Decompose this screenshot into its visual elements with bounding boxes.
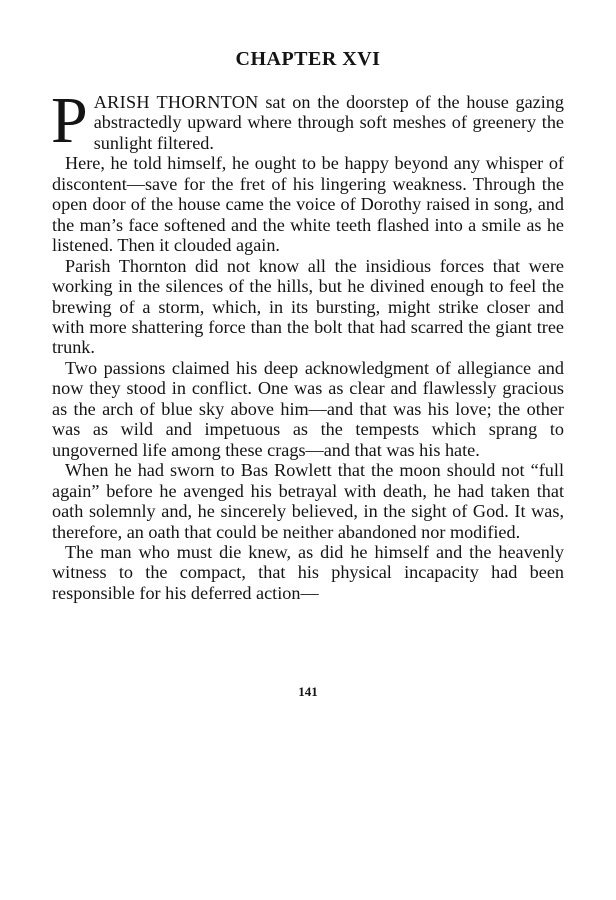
opening-words: ARISH THORNTON: [93, 92, 259, 112]
paragraph-6: The man who must die knew, as did he himself and the heavenly witness to the compact, that his physical incapacity had been responsible for his deferred action—: [52, 541, 564, 603]
chapter-body: [51, 84, 564, 603]
paragraph-1: [51, 84, 564, 157]
paragraph-2: Here, he told himself, he ought to be happy beyond any whisper of discontent—save for the fret of his lingering weakness. Through the open door of the house came the voice of Dorothy raised in song, and the man’s face softened and the white teeth flashed into a smile as he listened. Then it clouded again.: [52, 153, 564, 256]
chapter-heading: CHAPTER XVI: [235, 48, 381, 70]
paragraph-4: Two passions claimed his deep acknowledgment of allegiance and now they stood in conflict. One was as clear and flawlessly gracious as the arch of blue sky above him—and that was his love; the other was as wild and impetuous as the tempests which sprang to ungoverned life among these crags—and that was his hate.: [52, 357, 564, 460]
paragraph-5: When he had sworn to Bas Rowlett that the moon should not “full again” before he avenged his betrayal with death, he had taken that oath solemnly and, he sincerely believed, in the sight of God. It was, therefore, an oath that could be neither abandoned nor modified.: [52, 460, 564, 542]
paragraph-3: Parish Thornton did not know all the insidious forces that were working in the silences of the hills, but he divined enough to feel the brewing of a storm, which, in its bursting, might strike closer and with more shattering force than the bolt that had scarred the giant tree trunk.: [52, 255, 564, 358]
book-page: [50, 0, 566, 900]
paragraph-1-text: sat on the doorstep of the house gazing abstractedly upward where through soft meshes of greenery the sunlight filtered.: [93, 92, 564, 153]
drop-cap-letter: P: [51, 84, 88, 157]
page-number: 141: [298, 684, 318, 699]
